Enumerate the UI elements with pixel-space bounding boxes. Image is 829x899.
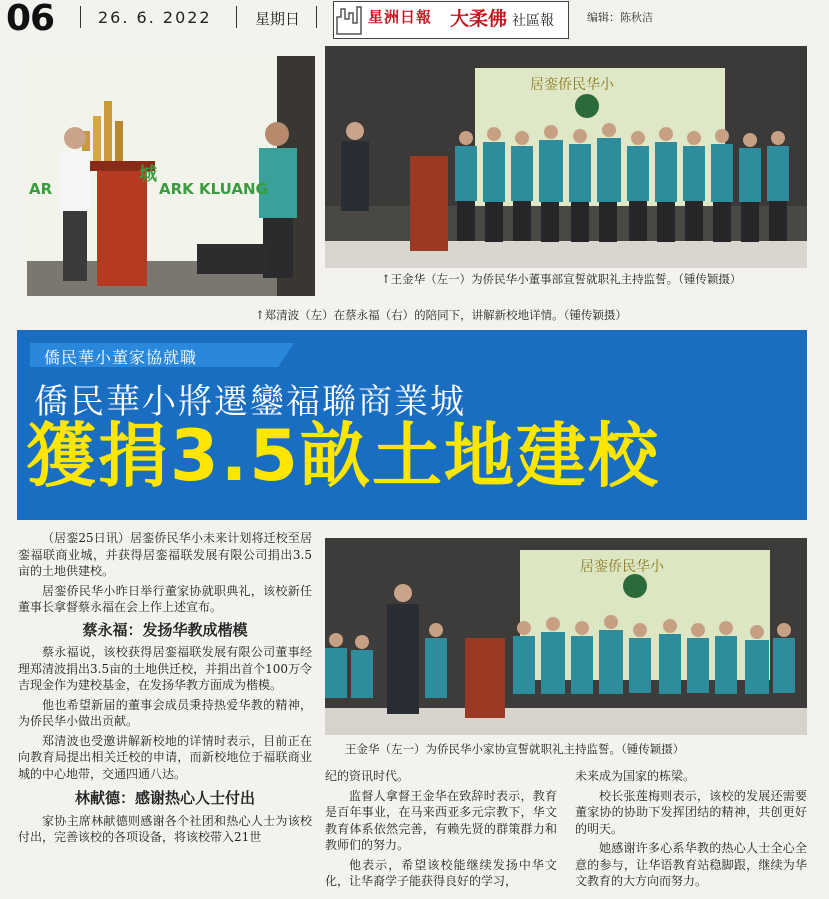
subheading: 林献德：感谢热心人士付出 — [74, 789, 255, 807]
editor-credit: 编辑：陈秋洁 — [587, 11, 653, 24]
paper-name: 星洲日報 — [368, 8, 433, 26]
paragraph: 校长张莲梅则表示，该校的发展还需要董家协的协助下发挥团结的精神，共创更好的明天。 — [575, 788, 807, 836]
kicker-text: 僑民華小董家協就職 — [44, 348, 198, 367]
article-column-3 — [575, 768, 807, 893]
paragraph: 郑清波也受邀讲解新校地的详情时表示，目前正在向教育局提出相关迁校的申请，而新校地位于福联商业城的中心地带，交通四通八达。 — [18, 733, 312, 781]
paragraph: 蔡永福说，该校获得居銮福联发展有限公司董事经理郑清波捐出3.5亩的土地供迁校，并捐出首个100万令吉现金作为建校基金，在发扬华教方面成为楷模。 — [18, 645, 312, 692]
paragraph: 他表示，希望该校能继续发扬中华文化，让华裔学子能获得良好的学习， — [325, 857, 557, 888]
paragraph: 未来成为国家的栋梁。 — [575, 769, 696, 783]
edition-name: 大柔佛 — [450, 8, 508, 30]
paragraph: 家协主席林献德则感谢各个社团和热心人士为该校付出，完善该校的各项设备，将该校带入21世 — [18, 813, 312, 844]
paragraph: 居銮侨民华小昨日举行董家协就职典礼，该校新任董事长拿督蔡永福在会上作上述宣布。 — [18, 583, 312, 614]
subheading: 蔡永福：发扬华教成楷模 — [82, 620, 248, 639]
caption-site-briefing: ↑郑清波（左）在蔡永福（右）的陪同下，讲解新校地详情。（锺传颖摄） — [255, 308, 627, 322]
edition-suffix: 社區報 — [512, 13, 554, 29]
article-column-2 — [325, 768, 557, 893]
article-column-1 — [18, 530, 312, 849]
skyline-icon — [336, 5, 366, 35]
photo-pta-oath — [325, 538, 807, 735]
sign-text: ARK KLUANG — [159, 180, 268, 198]
sign-text: 城 — [139, 164, 157, 185]
weekday: 星期日 — [255, 10, 301, 28]
sign-text: AR — [29, 180, 53, 198]
paragraph: （居銮25日讯）居銮侨民华小未来计划将迁校至居銮福联商业城，并获得居銮福联发展有限公司捐出3.5亩的土地供建校。 — [18, 531, 312, 578]
headline-main: 獲捐3.5畝土地建校 — [26, 415, 661, 497]
paragraph: 她感谢许多心系华教的热心人士全心全意的参与，让华语教育站稳脚跟，继续为华文教育的大方向而努力。 — [575, 841, 807, 888]
caption-pta-oath: 王金华（左一）为侨民华小家协宣誓就职礼主持监誓。（锺传颖摄） — [345, 742, 685, 756]
divider — [80, 6, 81, 28]
page-number: 06 — [6, 0, 55, 39]
divider — [236, 6, 237, 28]
paragraph: 纪的资讯时代。 — [325, 769, 410, 783]
caption-board-oath: ↑王金华（左一）为侨民华小董事部宣誓就职礼主持监誓。（锺传颖摄） — [381, 272, 742, 286]
page-header — [0, 0, 829, 40]
paragraph: 他也希望新届的董事会成员秉持热爱华教的精神，为侨民华小做出贡献。 — [18, 697, 312, 728]
masthead-logo — [333, 1, 569, 39]
headline-deck: 僑民華小將遷鑾福聯商業城 — [34, 382, 466, 422]
kicker-tag — [30, 343, 278, 367]
screen-text: 居銮侨民华小 — [530, 77, 614, 93]
photo-site-briefing — [27, 56, 315, 296]
divider — [316, 6, 317, 28]
issue-date: 26. 6. 2022 — [98, 8, 212, 27]
paragraph: 监督人拿督王金华在致辞时表示，教育是百年事业，在马来西亚多元宗教下，华文教育体系依然完善，有赖先贤的群策群力和教师们的努力。 — [325, 788, 557, 852]
screen-text: 居銮侨民华小 — [580, 559, 664, 575]
photo-board-oath — [325, 46, 807, 268]
